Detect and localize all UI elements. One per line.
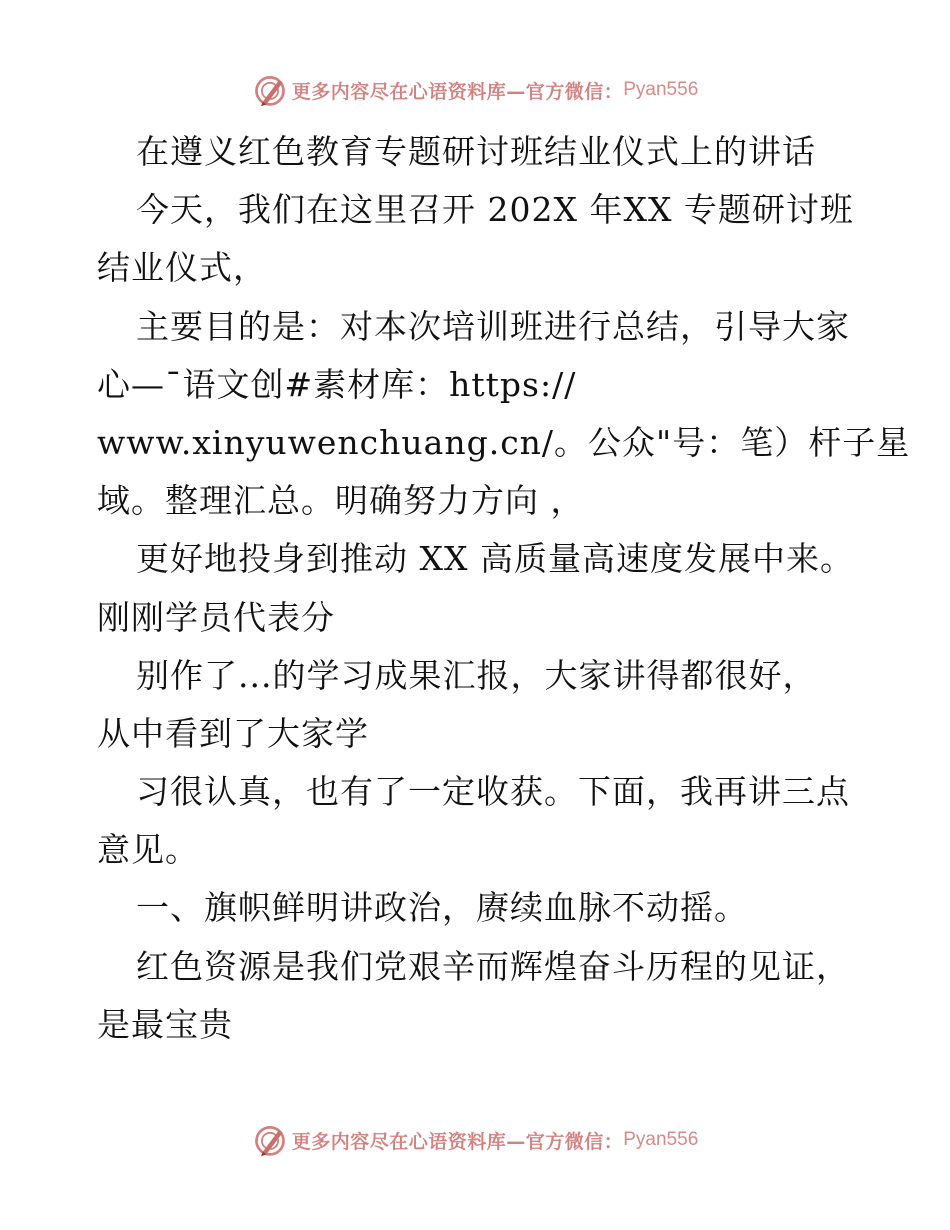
watermark-text: 更多内容尽在心语资料库—官方微信：: [291, 1130, 624, 1153]
pen-logo-icon: [252, 72, 288, 108]
text-line: 别作了...的学习成果汇报，大家讲得都很好，: [136, 655, 817, 695]
text-line: 意见。: [97, 830, 199, 870]
text-line: 在遵义红色教育专题研讨班结业仪式上的讲话: [136, 132, 816, 171]
text-line: 从中看到了大家学: [97, 713, 369, 753]
text-line: 是最宝贵: [97, 1004, 233, 1044]
text-line: 心—¯语文创#素材库：https://: [97, 364, 577, 404]
text-line: 域。整理汇总。明确努力方向 ，: [97, 481, 585, 521]
header-watermark-banner: [0, 70, 950, 110]
text-line: 更好地投身到推动 XX 高质量高速度发展中来。: [136, 539, 854, 579]
text-line: 今天，我们在这里召开 202X 年XX 专题研讨班: [136, 190, 854, 230]
text-line: 主要目的是：对本次培训班进行总结，引导大家: [136, 306, 850, 346]
text-line: 一、旗帜鲜明讲政治，赓续血脉不动摇。: [136, 888, 748, 928]
document-body: [97, 123, 911, 1054]
pen-logo-icon: [252, 1122, 288, 1158]
watermark-wechat-id: Pyan556: [623, 79, 699, 100]
watermark-text: 更多内容尽在心语资料库—官方微信：: [291, 80, 624, 103]
footer-watermark-banner: [0, 1120, 950, 1160]
watermark-wechat-id: Pyan556: [623, 1129, 699, 1150]
text-line: 刚刚学员代表分: [97, 597, 335, 637]
text-line: 红色资源是我们党艰辛而辉煌奋斗历程的见证，: [136, 946, 850, 986]
text-line: 结业仪式，: [97, 248, 267, 288]
text-line: www.xinyuwenchuang.cn/。公众"号：笔）杆子星: [97, 422, 911, 462]
text-line: 习很认真，也有了一定收获。下面，我再讲三点: [136, 772, 850, 812]
